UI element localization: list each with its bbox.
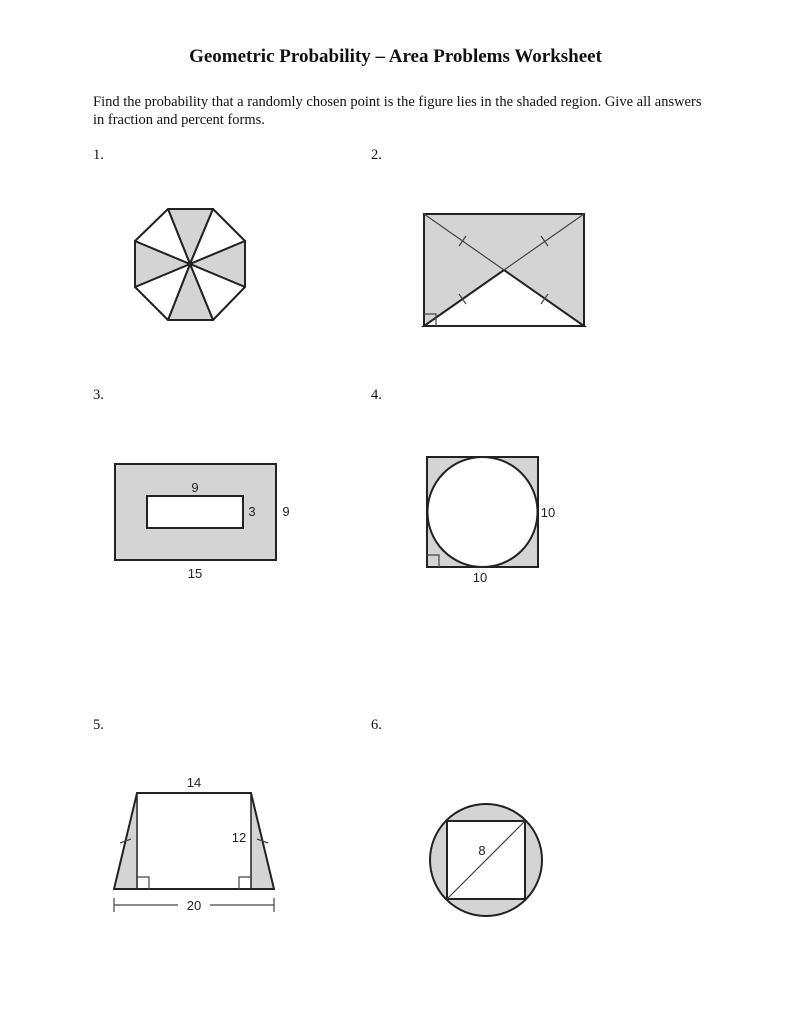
instructions: Find the probability that a randomly chosen point is the figure lies in the shaded region. Give all answers in fraction and percent forms.: [93, 94, 702, 128]
label-outer-width: 15: [187, 566, 203, 581]
label-inner-width: 9: [191, 480, 199, 495]
problem-1-number: 1.: [93, 147, 104, 163]
worksheet-title: Geometric Probability – Area Problems Worksheet: [189, 46, 602, 67]
label-height: 12: [231, 830, 247, 845]
label-inner-height: 3: [248, 504, 256, 519]
label-top: 14: [186, 775, 202, 790]
label-diagonal: 8: [478, 843, 486, 858]
label-bottom: 10: [472, 570, 488, 585]
problem-4-number: 4.: [371, 387, 382, 403]
problem-6-number: 6.: [371, 717, 382, 733]
label-side: 10: [540, 505, 556, 520]
problem-2-number: 2.: [371, 147, 382, 163]
problem-5-number: 5.: [93, 717, 104, 733]
label-bottom: 20: [186, 898, 202, 913]
problem-3-number: 3.: [93, 387, 104, 403]
label-outer-height: 9: [282, 504, 290, 519]
